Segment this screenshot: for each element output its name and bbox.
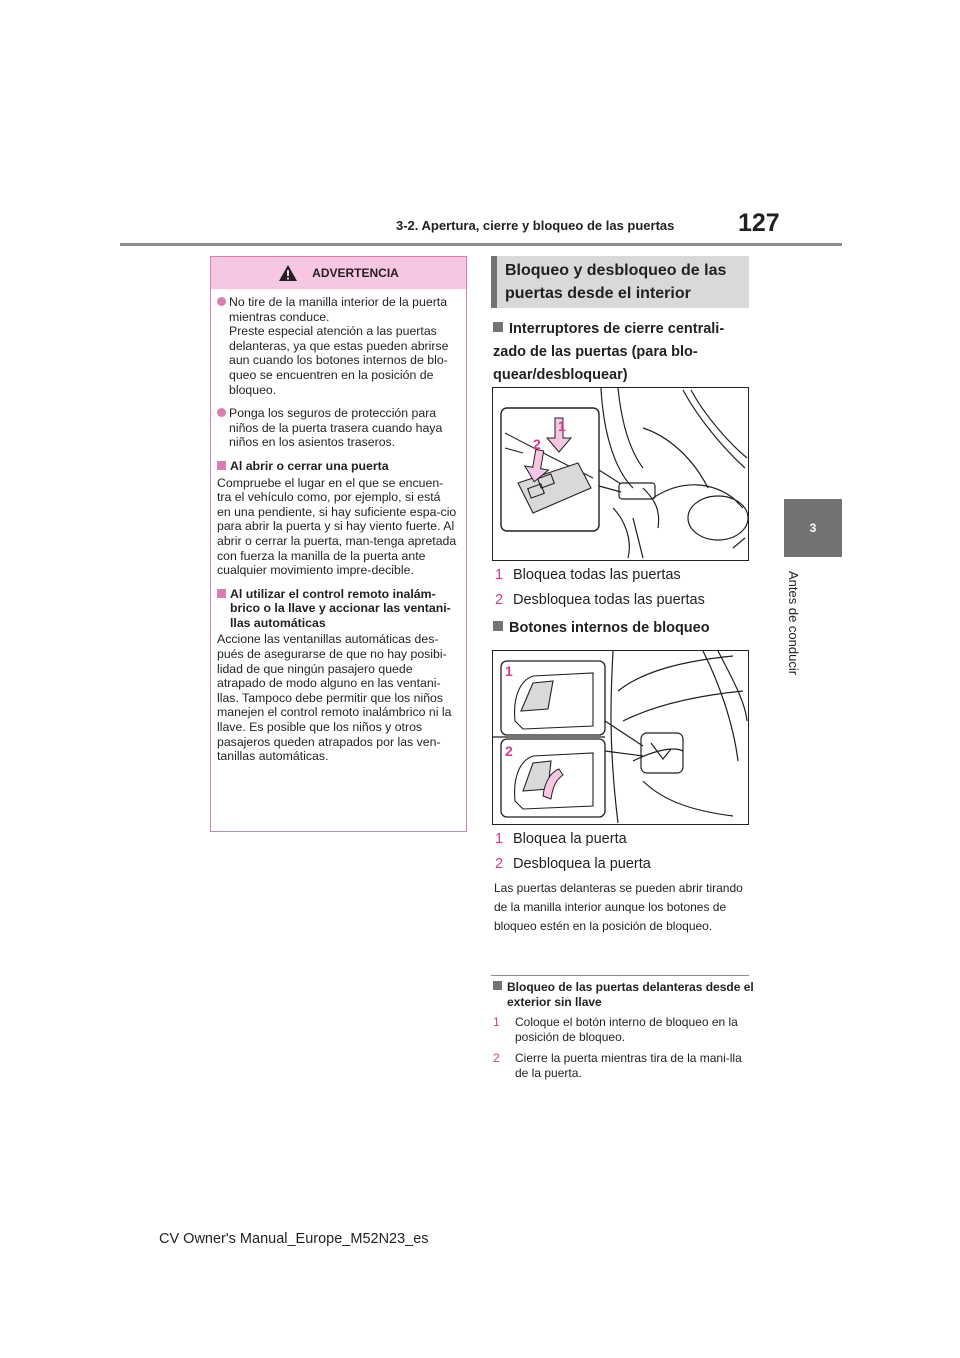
door-lock-switch-illustration <box>493 388 748 560</box>
header-rule <box>120 243 842 246</box>
caption-number: 2 <box>495 592 504 608</box>
block-heading: Bloqueo y desbloqueo de las puertas desde el interior <box>491 256 749 308</box>
subsection-heading-text: Bloqueo de las puertas delanteras desde el exterior sin llave <box>507 980 754 1009</box>
step-number: 2 <box>493 1051 500 1065</box>
inside-lock-button-illustration <box>493 651 748 824</box>
caption-item <box>495 830 627 848</box>
warning-box <box>210 256 467 832</box>
callout-1: 1 <box>505 663 513 679</box>
warning-title: ADVERTENCIA <box>312 266 399 280</box>
subsection-heading-text: Botones internos de bloqueo <box>509 620 710 636</box>
caption-text: Bloquea la puerta <box>513 831 627 847</box>
callout-2: 2 <box>533 436 541 452</box>
warning-section-text: Accione las ventanillas automáticas des-pués de asegurarse de que no hay posibi-lidad de que ningún pasajero quede atrapado de modo alguno en las ventani-llas. Tampoco debe permitir que los niños manejen el control remoto inalámbrico ni la llave. Es posible que los niños y otros pasajeros queden atrapados por las ven-tanillas automáticas. <box>217 632 452 764</box>
square-bullet-icon <box>217 589 226 598</box>
warning-bullet-text: Ponga los seguros de protección para niños de la puerta trasera cuando haya niños en los asientos traseros. <box>229 406 443 450</box>
step-item <box>493 1051 749 1081</box>
callout-2: 2 <box>505 743 513 759</box>
step-text: Cierre la puerta mientras tira de la mani-lla de la puerta. <box>515 1051 742 1080</box>
subsection-heading-text: Interruptores de cierre centrali-zado de las puertas (para blo-quear/desbloquear) <box>493 321 725 383</box>
warning-section-heading <box>217 459 457 474</box>
figure-inside-lock-buttons <box>492 650 749 825</box>
warning-bullet <box>217 295 457 397</box>
chapter-tab: 3 <box>784 499 842 557</box>
square-bullet-icon <box>493 621 503 631</box>
section-title: 3-2. Apertura, cierre y bloqueo de las puertas <box>396 218 675 233</box>
chapter-label-text: Antes de conducir <box>786 571 801 676</box>
warning-header <box>211 257 466 289</box>
warning-section-text: Compruebe el lugar en el que se encuen-tra el vehículo como, por ejemplo, si está en una pendiente, si hay suficiente espa-cio para abrir la puerta y si hay viento fuerte. Al abrir o cerrar la puerta, man-tenga apretada con fuerza la manilla de la puerta ante cualquier movimiento impre-decible. <box>217 475 457 578</box>
warning-section-heading <box>217 587 457 631</box>
warning-bullet-text: No tire de la manilla interior de la puerta mientras conduce. Preste especial atención a las puertas delanteras, ya que estas pueden abrirse aun cuando los botones internos de blo-queo se encuentren en la posición de bloqueo. <box>229 295 449 397</box>
footer-manual-id: CV Owner's Manual_Europe_M52N23_es <box>159 1231 429 1247</box>
caption-item <box>495 566 681 584</box>
step-text: Coloque el botón interno de bloqueo en la posición de bloqueo. <box>515 1015 738 1044</box>
callout-1: 1 <box>558 418 566 434</box>
bullet-dot-icon <box>217 408 226 417</box>
step-number: 1 <box>493 1015 500 1029</box>
caption-text: Bloquea todas las puertas <box>513 567 681 583</box>
square-bullet-icon <box>217 461 226 470</box>
caption-item <box>495 855 651 873</box>
subsection-heading <box>493 980 757 1010</box>
chapter-label <box>783 571 803 711</box>
page-number: 127 <box>738 209 780 237</box>
warning-section-heading-text: Al utilizar el control remoto inalám-brico o la llave y accionar las ventani-llas automáticas <box>230 586 451 630</box>
caption-number: 1 <box>495 831 504 847</box>
subsection-heading <box>493 617 749 640</box>
warning-bullet <box>217 406 457 450</box>
square-bullet-icon <box>493 322 503 332</box>
step-item <box>493 1015 749 1045</box>
warning-body <box>217 295 457 773</box>
warning-section-heading-text: Al abrir o cerrar una puerta <box>230 458 389 473</box>
bullet-dot-icon <box>217 297 226 306</box>
divider <box>491 975 749 976</box>
warning-triangle-icon <box>278 264 298 282</box>
caption-text: Desbloquea todas las puertas <box>513 592 705 608</box>
note-text: Las puertas delanteras se pueden abrir tirando de la manilla interior aunque los botones de bloqueo estén en la posición de bloqueo. <box>494 881 743 933</box>
caption-item <box>495 591 705 609</box>
figure-door-lock-switch <box>492 387 749 561</box>
caption-number: 1 <box>495 567 504 583</box>
subsection-heading <box>493 318 743 387</box>
caption-text: Desbloquea la puerta <box>513 856 651 872</box>
caption-number: 2 <box>495 856 504 872</box>
square-bullet-icon <box>493 981 502 990</box>
